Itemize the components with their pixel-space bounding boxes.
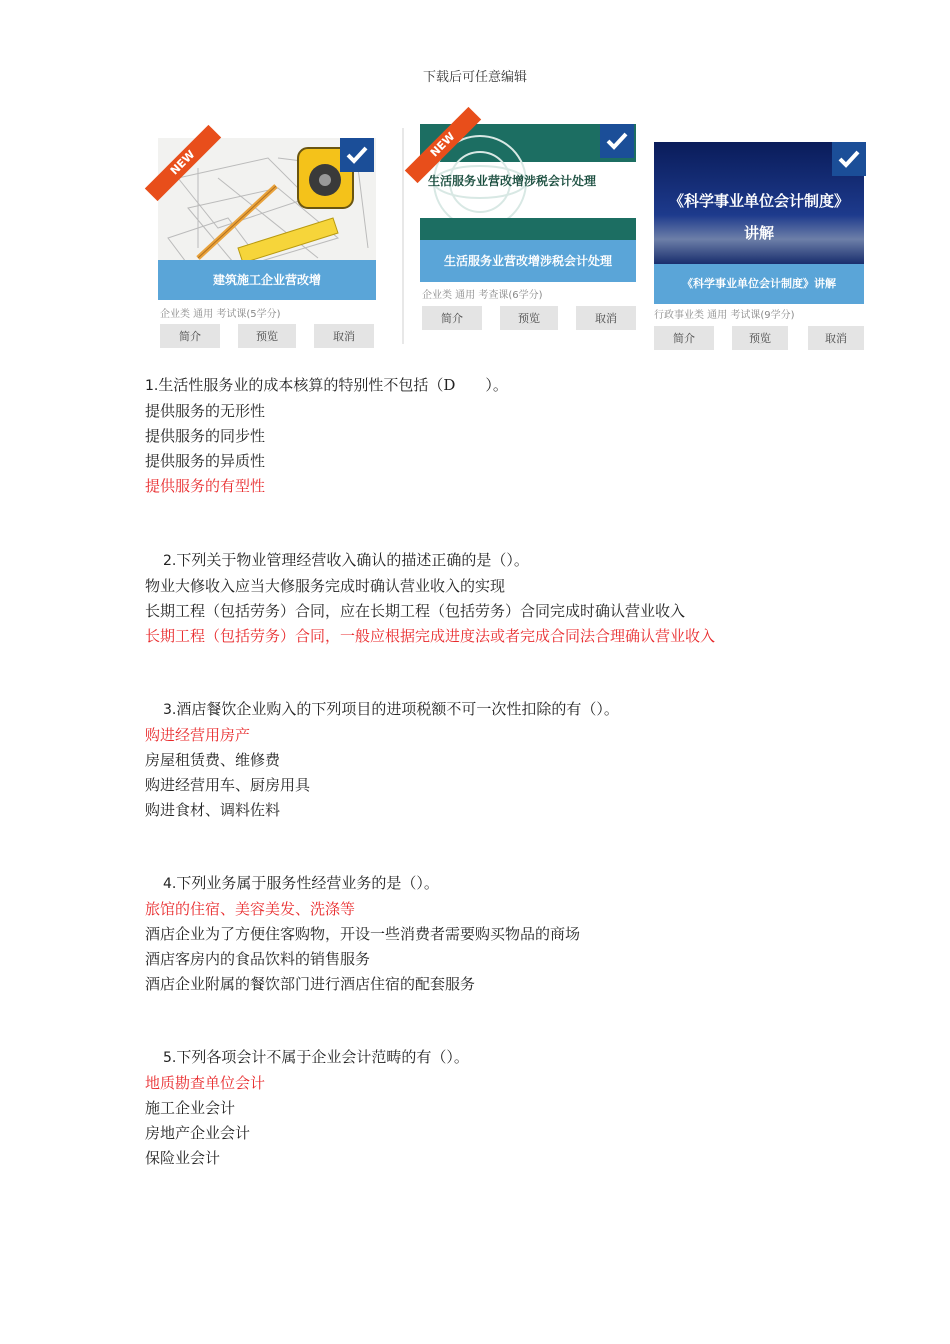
option[interactable]: 房地产企业会计 [145,1124,251,1142]
cancel-button[interactable]: 取消 [576,306,636,330]
course-meta: 企业类 通用 考试课(5学分) [160,309,281,320]
option[interactable]: 房屋租赁费、维修费 [145,751,281,769]
question-number: 1. [145,378,159,394]
question-text: 下列关于物业管理经营收入确认的描述正确的是（）。 [176,551,529,569]
option[interactable]: 提供服务的无形性 [145,402,266,420]
question-text: 下列各项会计不属于企业会计范畴的有（）。 [176,1048,469,1066]
new-ribbon: NEW [405,107,481,183]
question-text: 下列业务属于服务性经营业务的是（）。 [176,874,439,892]
preview-button[interactable]: 预览 [238,324,296,348]
image-title: 生活服务业营改增涉税会计处理 [428,174,597,188]
image-title: 《科学事业单位会计制度》 [668,192,849,210]
cancel-button[interactable]: 取消 [314,324,374,348]
option[interactable]: 物业大修收入应当大修服务完成时确认营业收入的实现 [145,577,506,595]
option-correct[interactable]: 提供服务的有型性 [145,477,266,495]
intro-button[interactable]: 简介 [160,324,220,348]
course-title-banner: 生活服务业营改增涉税会计处理 [420,240,636,282]
preview-button[interactable]: 预览 [732,326,788,350]
course-card-science-institution [654,142,864,348]
page-header: 下载后可任意编辑 [422,70,527,85]
question-stem [145,871,580,897]
course-title-banner: 建筑施工企业营改增 [158,260,376,300]
option[interactable]: 长期工程（包括劳务）合同，应在长期工程（包括劳务）合同完成时确认营业收入 [145,602,686,620]
option[interactable]: 酒店企业为了方便住客购物，开设一些消费者需要购买物品的商场 [145,925,581,943]
intro-button[interactable]: 简介 [654,326,714,350]
course-meta: 行政事业类 通用 考试课(9学分) [654,310,795,321]
option[interactable]: 施工企业会计 [145,1099,236,1117]
question-4 [145,871,580,997]
cancel-button[interactable]: 取消 [808,326,864,350]
question-number: 3. [163,702,177,718]
preview-button[interactable]: 预览 [500,306,558,330]
option[interactable]: 提供服务的异质性 [145,452,266,470]
question-2 [145,548,715,649]
option-correct[interactable]: 旅馆的住宿、美容美发、洗涤等 [145,900,356,918]
option[interactable]: 酒店客房内的食品饮料的销售服务 [145,950,371,968]
question-text: 酒店餐饮企业购入的下列项目的进项税额不可一次性扣除的有（）。 [176,700,619,718]
question-3 [145,697,619,823]
thumb-green-bar [420,218,636,240]
question-stem [145,548,715,574]
question-text: 生活性服务业的成本核算的特别性不包括（D ）。 [158,376,508,394]
option[interactable]: 购进食材、调料佐料 [145,801,281,819]
option-correct[interactable]: 购进经营用房产 [145,726,251,744]
question-1 [145,373,508,499]
image-subtitle: 讲解 [743,224,774,242]
option[interactable]: 酒店企业附属的餐饮部门进行酒店住宿的配套服务 [145,975,476,993]
course-meta: 企业类 通用 考查课(6学分) [422,290,543,301]
question-stem [145,697,619,723]
question-stem [145,1045,469,1071]
course-card-living-service [420,124,636,334]
option[interactable]: 提供服务的同步性 [145,427,266,445]
question-stem [145,373,508,399]
option-correct[interactable]: 长期工程（包括劳务）合同，一般应根据完成进度法或者完成合同法合理确认营业收入 [145,627,716,645]
option-correct[interactable]: 地质勘查单位会计 [145,1074,266,1092]
new-ribbon: NEW [145,125,221,201]
question-number: 4. [163,876,177,892]
selected-check-icon[interactable] [600,124,634,158]
question-number: 5. [163,1050,177,1066]
question-number: 2. [163,553,177,569]
card-divider [402,128,404,344]
course-title-banner: 《科学事业单位会计制度》讲解 [654,264,864,304]
selected-check-icon[interactable] [832,142,866,176]
question-5 [145,1045,469,1171]
option[interactable]: 保险业会计 [145,1149,221,1167]
course-card-construction [158,138,376,348]
selected-check-icon[interactable] [340,138,374,172]
intro-button[interactable]: 简介 [422,306,482,330]
option[interactable]: 购进经营用车、厨房用具 [145,776,311,794]
